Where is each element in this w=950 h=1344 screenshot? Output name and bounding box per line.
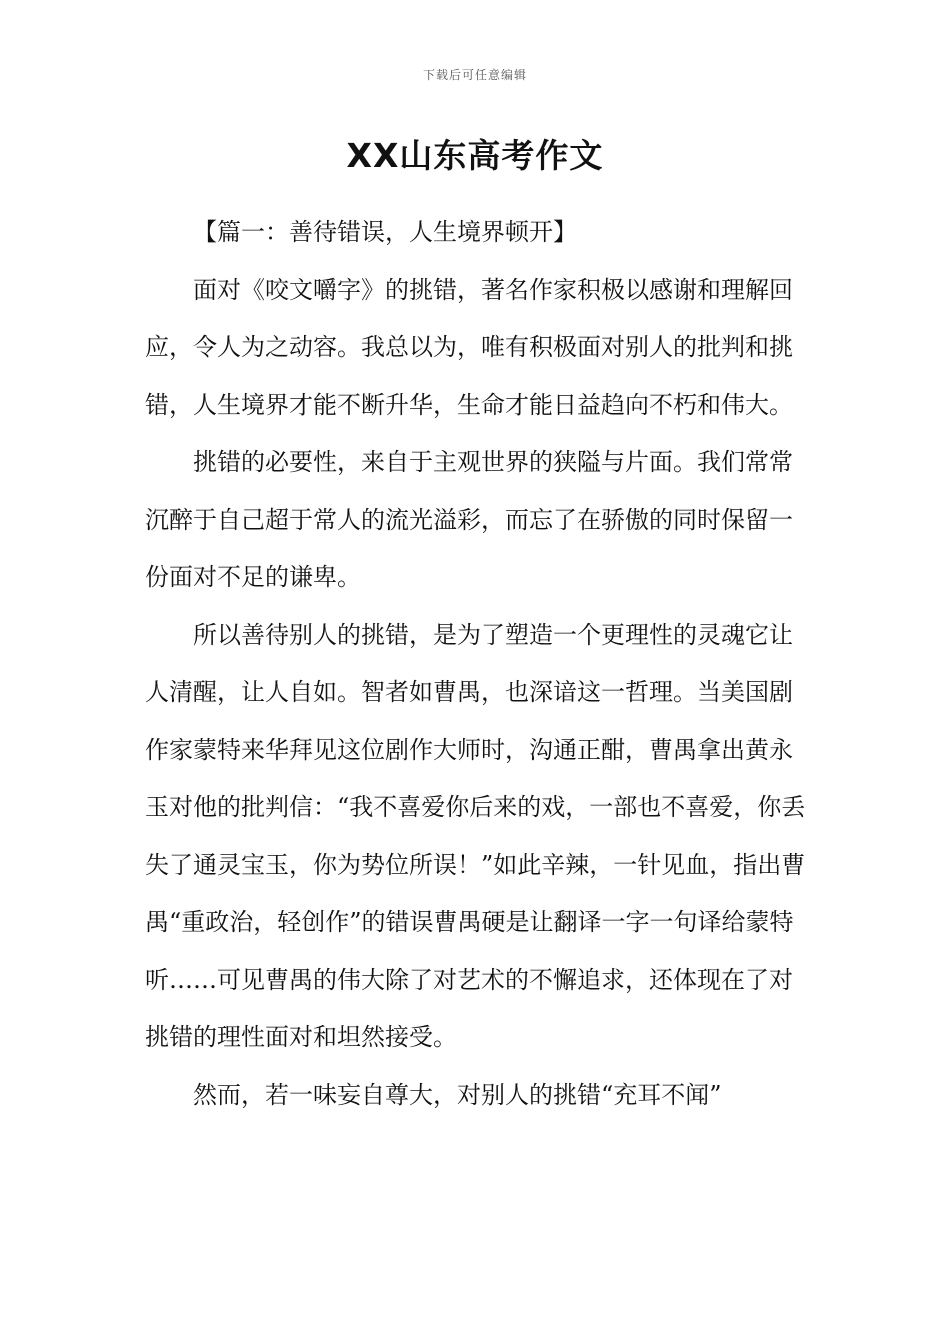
section-heading: 【篇一：善待错误，人生境界顿开】 [193,218,577,246]
paragraph: 面对《咬文嚼字》的挑错，著名作家积极以感谢和理解回应，令人为之动容。我总以为，唯有积极面对别人的批判和挑错，人生境界才能不断升华，生命才能日益趋向不朽和伟大。 [145,275,793,419]
paragraph: 挑错的必要性，来自于主观世界的狭隘与片面。我们常常沉醉于自己超于常人的流光溢彩，而忘了在骄傲的同时保留一份面对不足的谦卑。 [145,448,793,591]
paragraph: 然而，若一味妄自尊大，对别人的挑错“充耳不闻” [193,1080,722,1109]
page-header: 下载后可任意编辑 [422,68,527,82]
document-title: XX山东高考作文 [346,136,604,175]
document-body [145,204,810,1124]
paragraph: 所以善待别人的挑错，是为了塑造一个更理性的灵魂它让人清醒，让人自如。智者如曹禺，也深谙这一哲理。当美国剧作家蒙特来华拜见这位剧作大师时，沟通正酣，曹禺拿出黄永玉对他的批判信：“我不喜爱你后来的戏，一部也不喜爱，你丢失了通灵宝玉，你为势位所误！”如此辛辣，一针见血，指出曹禺“重政治，轻创作”的错误曹禺硬是让翻译一字一句译给蒙特听……可见曹禺的伟大除了对艺术的不懈追求，还体现在了对挑错的理性面对和坦然接受。 [145,620,806,1051]
